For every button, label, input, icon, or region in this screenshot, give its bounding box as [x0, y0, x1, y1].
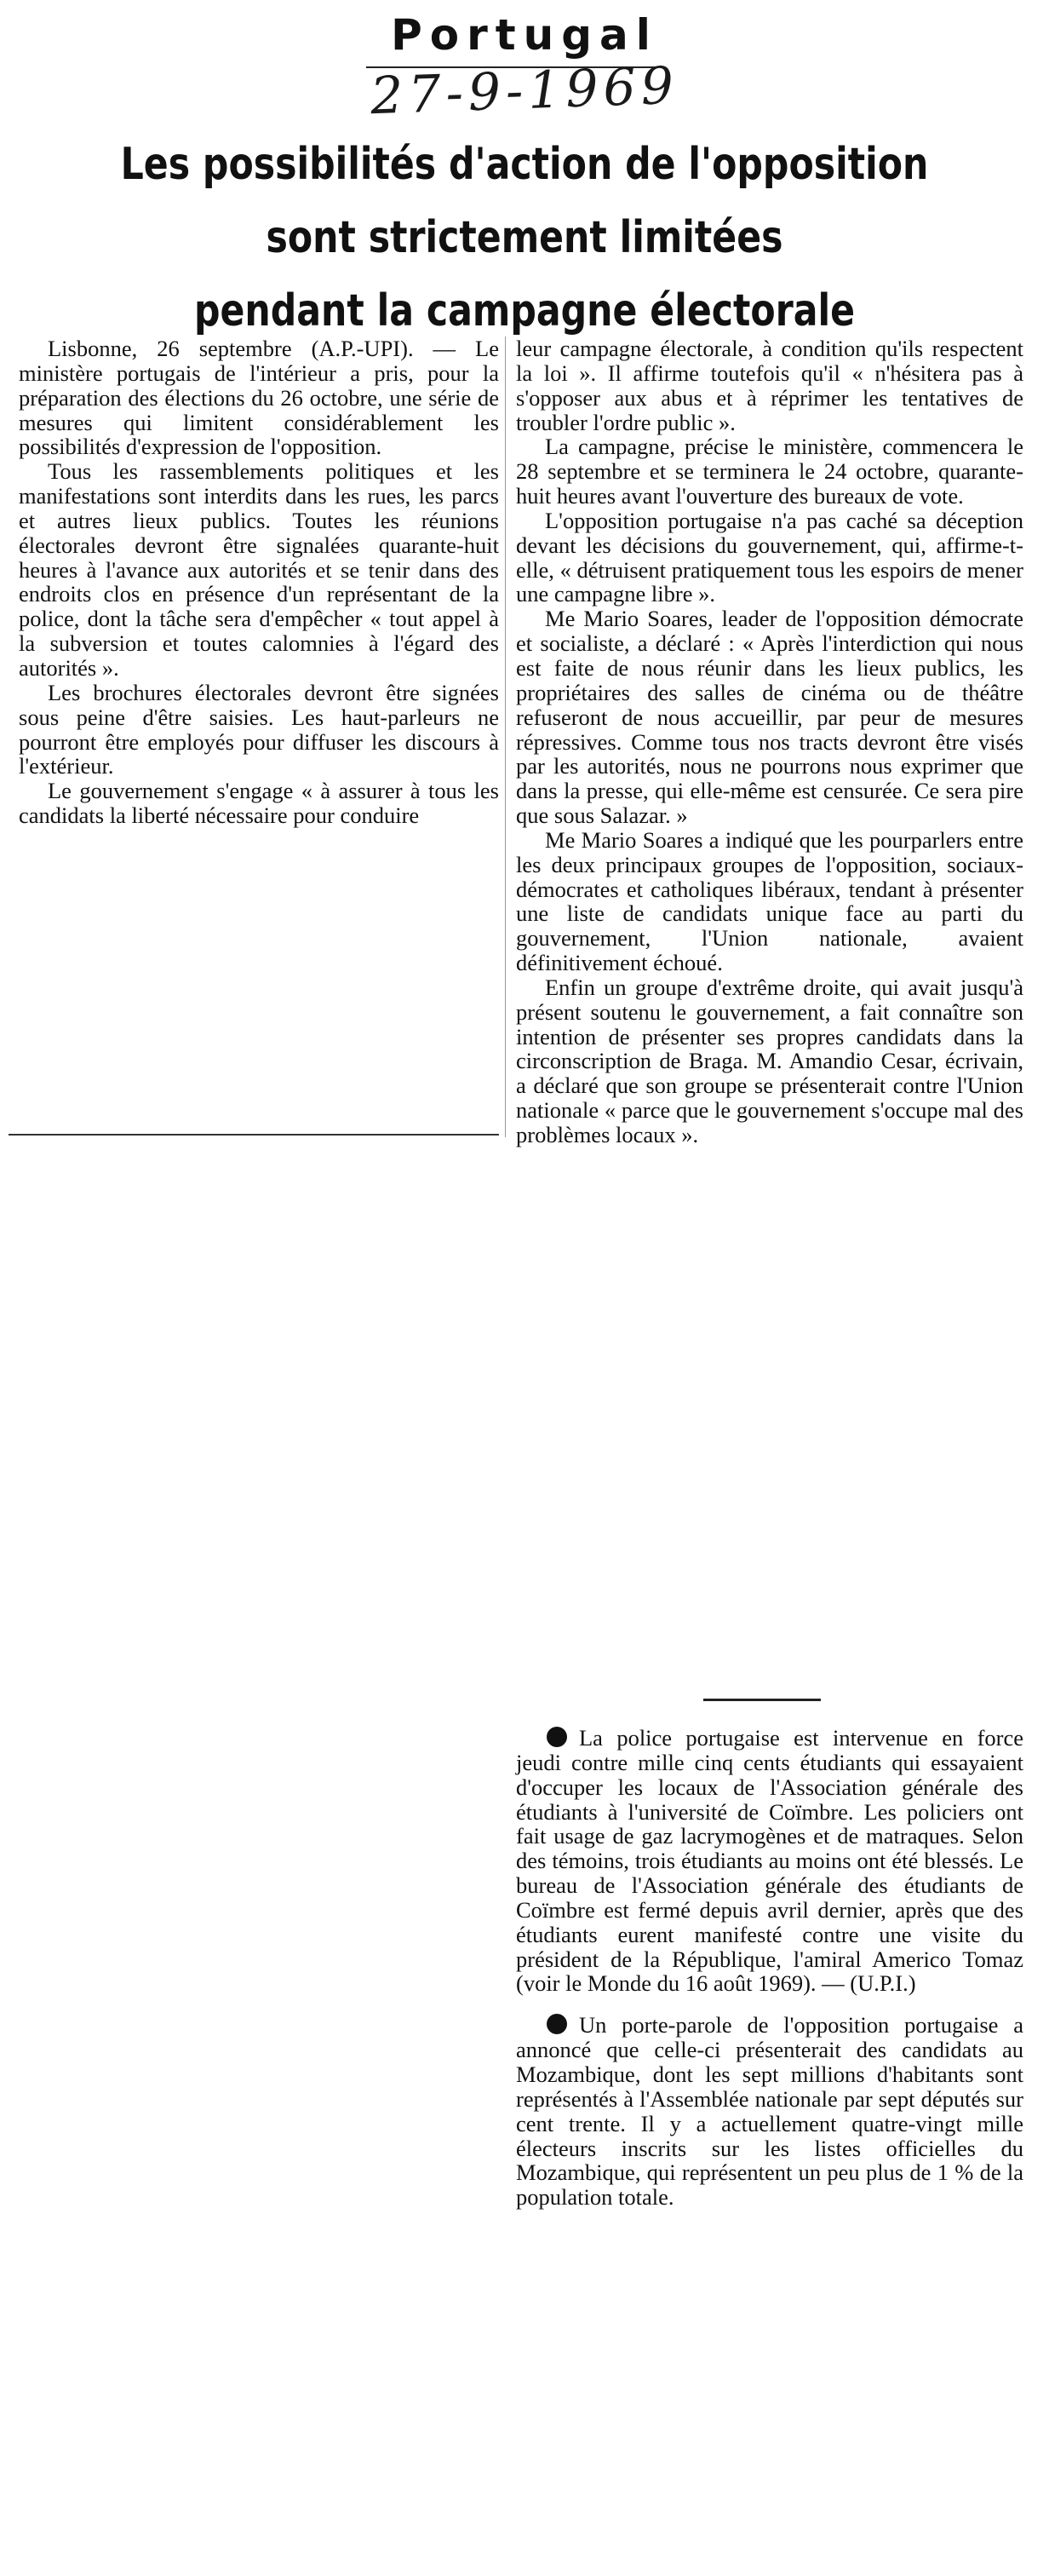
article-column-1	[19, 336, 499, 828]
paragraph: Me Mario Soares a indiqué que les pourparlers entre les deux principaux groupes de l'opposition, sociaux-démocrates et catholiques libéraux, tendant à présenter une liste de candidats unique face au parti du gouvernement, l'Union nationale, avaient définitivement échoué.	[516, 826, 1023, 976]
column-rule	[505, 336, 506, 1137]
article-column-3	[516, 1726, 1023, 2210]
bullet-icon	[547, 2014, 567, 2034]
paragraph: Tous les rassemblements politiques et les manifestations sont interdits dans les rues, les parcs et autres lieux publics. Toutes les réunions électorales devront être signalées quarante-huit heures à l'avance aux autorités et se tenir dans des endroits clos en présence d'un représentant de la police, dont la tâche sera d'empêcher « tout appel à la subversion et toutes calomnies à l'égard des autorités ».	[19, 458, 499, 681]
headline-line-1: Les possibilités d'action de l'opposition	[120, 139, 929, 190]
column-separator	[9, 1134, 499, 1136]
headline	[95, 128, 954, 348]
handwritten-date: 27-9-1969	[369, 55, 679, 127]
headline-line-3: pendant la campagne électorale	[193, 285, 856, 336]
paragraph: Les brochures électorales devront être signées sous peine d'être saisies. Les haut-parleurs ne pourront être employés pour diffuser les discours à l'extérieur.	[19, 679, 499, 779]
paragraph: La campagne, précise le ministère, commencera le 28 septembre et se terminera le 24 octobre, quarante-huit heures avant l'ouverture des bureaux de vote.	[516, 434, 1023, 509]
news-brief-text: La police portugaise est intervenue en force jeudi contre mille cinq cents étudiants qui essayaient d'occuper les locaux de l'Association générale des étudiants à l'université de Coïmbre. Les policiers ont fait usage de gaz lacrymogènes et de matraques. Selon des témoins, trois étudiants au moins ont été blessés. Le bureau de l'Association générale des étudiants de Coïmbre est fermé depuis avril dernier, après que des étudiants eurent manifesté contre une visite du président de la République, l'amiral Americo Tomaz (voir le Monde du 16 août 1969). — (U.P.I.)	[516, 1725, 1023, 1997]
paragraph: L'opposition portugaise n'a pas caché sa déception devant les décisions du gouvernement, qui, affirme-t-elle, « détruisent pratiquement tous les espoirs de mener une campagne libre ».	[516, 507, 1023, 607]
article-column-2	[516, 336, 1023, 1147]
paragraph: leur campagne électorale, à condition qu'ils respectent la loi ». Il affirme toutefois qu'il « n'hésitera pas à s'opposer aux abus et à réprimer les tentatives de troubler l'ordre public ».	[516, 336, 1023, 435]
paragraph: Lisbonne, 26 septembre (A.P.-UPI). — Le ministère portugais de l'intérieur a pris, pour la préparation des élections du 26 octobre, une série de mesures qui limitent considérablement les possibilités d'expression de l'opposition.	[19, 336, 499, 460]
paragraph: Le gouvernement s'engage « à assurer à tous les candidats la liberté nécessaire pour conduire	[19, 778, 499, 829]
news-brief	[516, 2013, 1023, 2210]
section-kicker: Portugal	[391, 10, 658, 60]
paragraph: Me Mario Soares, leader de l'opposition démocrate et socialiste, a déclaré : « Après l'interdiction qui nous est faite de nous réunir dans les lieux publics, les propriétaires des salles de cinéma ou de théâtre refuseront de nous accueillir, par peur de mesures répressives. Comme tous nos tracts devront être visés par les autorités, nous ne pourrons nous exprimer que dans la presse, qui elle-même est censurée. Ce sera pire que sous Salazar. »	[516, 606, 1023, 829]
news-brief-text: Un porte-parole de l'opposition portugaise a annoncé que celle-ci présenterait des candidats au Mozambique, dont les sept millions d'habitants sont représentés à l'Assemblée nationale par sept députés sur cent trente. Il y a actuellement quatre-vingt mille électeurs inscrits sur les listes officielles du Mozambique, qui représentent un peu plus de 1 % de la population totale.	[516, 2012, 1023, 2211]
news-brief	[516, 1726, 1023, 1996]
headline-line-2: sont strictement limitées	[266, 212, 783, 263]
section-separator	[703, 1699, 821, 1701]
bullet-icon	[547, 1727, 567, 1747]
paragraph: Enfin un groupe d'extrême droite, qui avait jusqu'à présent soutenu le gouvernement, a fait connaître son intention de présenter ses propres candidats dans la circonscription de Braga. M. Amandio Cesar, écrivain, a déclaré que son groupe se présenterait contre l'Union nationale « parce que le gouvernement s'occupe mal des problèmes locaux ».	[516, 974, 1023, 1147]
